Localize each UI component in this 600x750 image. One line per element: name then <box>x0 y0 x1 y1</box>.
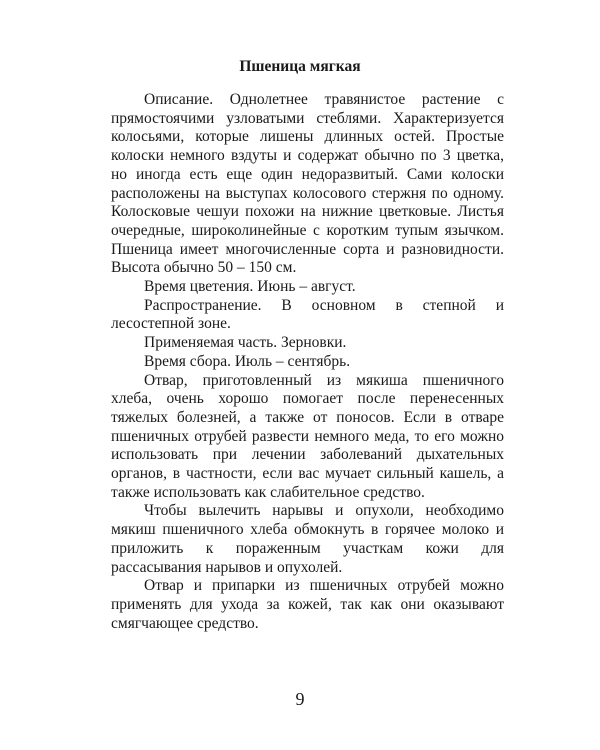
page-number: 9 <box>295 689 305 709</box>
paragraph-flowering-time: Время цветения. Июнь – август. <box>144 278 356 296</box>
page-title: Пшеница мягкая <box>239 58 361 75</box>
paragraph-distribution: Распространение. В основном в степной и лесостепной зоне. <box>111 296 504 333</box>
paragraph-harvest-time: Время сбора. Июль – сентябрь. <box>144 352 351 370</box>
article-body <box>111 91 504 633</box>
paragraph-decoction: Отвар, приготовленный из мякиша пшеничного хлеба, очень хорошо помогает после перенесенных тяжелых болезней, а также от поносов. Если в отваре пшеничных отрубей развести немного меда, то его можно использовать при лечении заболеваний дыхательных органов, в частности, если вас мучает сильный кашель, а также использовать как слабительное средство. <box>111 371 504 501</box>
paragraph-description: Описание. Однолетнее травянистое растение с прямостоячими узловатыми стеблями. Характеризуется колосьями, которые лишены длинных остей. Простые колоски немного вздуты и содержат обычно по 3 цветка, но иногда есть еще один недоразвитый. Сами колоски расположены на выступах колосового стержня по одному. Колосковые чешуи похожи на нижние цветковые. Листья очередные, широколинейные с коротким тупым язычком. Пшеница имеет многочисленные сорта и разновидности. Высота обычно 50 – 150 см. <box>111 91 504 277</box>
paragraph-skin-care: Отвар и припарки из пшеничных отрубей можно применять для ухода за кожей, так как они оказывают смягчающее средство. <box>111 577 504 632</box>
paragraph-abscess-treatment: Чтобы вылечить нарывы и опухоли, необходимо мякиш пшеничного хлеба обмокнуть в горячее молоко и приложить к пораженным участкам кожи для рассасывания нарывов и опухолей. <box>111 502 504 576</box>
paragraph-used-part: Применяемая часть. Зерновки. <box>144 334 347 352</box>
